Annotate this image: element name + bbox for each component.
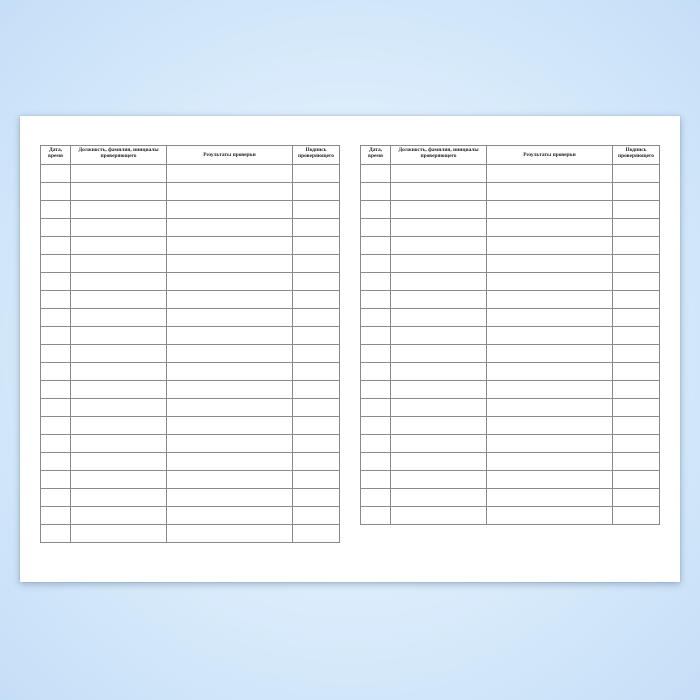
- signature-cell: [293, 525, 340, 543]
- date-cell: [41, 309, 71, 327]
- table-row: [361, 219, 660, 237]
- results-cell: [167, 255, 293, 273]
- table-row: [41, 237, 340, 255]
- signature-cell: [613, 381, 660, 399]
- results-cell: [167, 219, 293, 237]
- column-header-signature: Подпись проверяющего: [293, 146, 340, 165]
- date-cell: [361, 489, 391, 507]
- inspector-cell: [391, 327, 487, 345]
- signature-cell: [613, 219, 660, 237]
- signature-cell: [293, 255, 340, 273]
- column-header-signature: Подпись проверяющего: [613, 146, 660, 165]
- table-row: [361, 363, 660, 381]
- signature-cell: [293, 273, 340, 291]
- signature-cell: [613, 165, 660, 183]
- inspector-cell: [71, 453, 167, 471]
- table-row: [41, 363, 340, 381]
- inspector-cell: [71, 201, 167, 219]
- table-row: [41, 399, 340, 417]
- table-row: [361, 489, 660, 507]
- table-row: [41, 255, 340, 273]
- inspector-cell: [391, 363, 487, 381]
- date-cell: [41, 183, 71, 201]
- date-cell: [361, 291, 391, 309]
- table-row: [361, 399, 660, 417]
- signature-cell: [613, 471, 660, 489]
- signature-cell: [293, 327, 340, 345]
- inspector-cell: [391, 165, 487, 183]
- results-cell: [487, 507, 613, 525]
- inspector-cell: [71, 345, 167, 363]
- signature-cell: [613, 327, 660, 345]
- signature-cell: [293, 381, 340, 399]
- results-cell: [487, 435, 613, 453]
- date-cell: [41, 255, 71, 273]
- results-cell: [167, 507, 293, 525]
- signature-cell: [293, 309, 340, 327]
- results-cell: [487, 237, 613, 255]
- signature-cell: [293, 507, 340, 525]
- signature-cell: [613, 345, 660, 363]
- date-cell: [361, 345, 391, 363]
- date-cell: [41, 219, 71, 237]
- signature-cell: [613, 309, 660, 327]
- table-row: [41, 201, 340, 219]
- table-body: [41, 165, 340, 543]
- signature-cell: [613, 417, 660, 435]
- table-header-row: [361, 146, 660, 165]
- date-cell: [361, 327, 391, 345]
- date-cell: [41, 525, 71, 543]
- inspector-cell: [391, 435, 487, 453]
- results-cell: [167, 525, 293, 543]
- date-cell: [41, 237, 71, 255]
- table-row: [361, 309, 660, 327]
- signature-cell: [613, 201, 660, 219]
- column-header-inspector: Должность, фамилия, инициалы проверяющего: [391, 146, 487, 165]
- right-page: [360, 145, 660, 525]
- table-row: [361, 435, 660, 453]
- inspector-cell: [71, 399, 167, 417]
- date-cell: [41, 435, 71, 453]
- inspector-cell: [391, 381, 487, 399]
- signature-cell: [293, 183, 340, 201]
- inspector-cell: [391, 201, 487, 219]
- inspector-cell: [391, 507, 487, 525]
- results-cell: [487, 453, 613, 471]
- results-cell: [487, 327, 613, 345]
- table-row: [361, 201, 660, 219]
- table-row: [361, 183, 660, 201]
- signature-cell: [613, 273, 660, 291]
- signature-cell: [613, 435, 660, 453]
- date-cell: [41, 273, 71, 291]
- table-row: [41, 471, 340, 489]
- table-row: [361, 291, 660, 309]
- table-row: [41, 183, 340, 201]
- inspector-cell: [71, 471, 167, 489]
- results-cell: [487, 219, 613, 237]
- date-cell: [361, 255, 391, 273]
- table-row: [41, 507, 340, 525]
- results-cell: [167, 273, 293, 291]
- signature-cell: [613, 363, 660, 381]
- signature-cell: [293, 453, 340, 471]
- inspector-cell: [71, 435, 167, 453]
- table-row: [361, 507, 660, 525]
- date-cell: [361, 201, 391, 219]
- signature-cell: [293, 417, 340, 435]
- signature-cell: [293, 363, 340, 381]
- table-row: [361, 417, 660, 435]
- results-cell: [167, 417, 293, 435]
- table-row: [361, 381, 660, 399]
- table-row: [41, 309, 340, 327]
- inspector-cell: [391, 291, 487, 309]
- results-cell: [487, 183, 613, 201]
- column-header-results: Результаты проверки: [167, 146, 293, 165]
- inspector-cell: [71, 417, 167, 435]
- signature-cell: [613, 507, 660, 525]
- signature-cell: [613, 453, 660, 471]
- results-cell: [167, 165, 293, 183]
- results-cell: [167, 327, 293, 345]
- table-row: [41, 327, 340, 345]
- signature-cell: [613, 399, 660, 417]
- date-cell: [41, 417, 71, 435]
- table-row: [41, 453, 340, 471]
- inspector-cell: [71, 489, 167, 507]
- date-cell: [41, 453, 71, 471]
- inspector-cell: [391, 417, 487, 435]
- table-row: [361, 255, 660, 273]
- table-row: [41, 165, 340, 183]
- results-cell: [167, 345, 293, 363]
- date-cell: [41, 345, 71, 363]
- results-cell: [167, 381, 293, 399]
- date-cell: [361, 399, 391, 417]
- results-cell: [167, 183, 293, 201]
- table-row: [361, 165, 660, 183]
- inspector-cell: [391, 471, 487, 489]
- date-cell: [361, 165, 391, 183]
- inspector-cell: [391, 489, 487, 507]
- signature-cell: [613, 291, 660, 309]
- results-cell: [487, 417, 613, 435]
- signature-cell: [293, 435, 340, 453]
- results-cell: [167, 399, 293, 417]
- table-row: [361, 345, 660, 363]
- table-row: [361, 237, 660, 255]
- inspector-cell: [71, 273, 167, 291]
- signature-cell: [293, 237, 340, 255]
- signature-cell: [293, 471, 340, 489]
- results-cell: [487, 309, 613, 327]
- results-cell: [487, 255, 613, 273]
- date-cell: [41, 327, 71, 345]
- results-cell: [487, 363, 613, 381]
- table-header-row: [41, 146, 340, 165]
- results-cell: [167, 453, 293, 471]
- inspector-cell: [391, 273, 487, 291]
- inspector-cell: [71, 183, 167, 201]
- results-cell: [487, 399, 613, 417]
- inspector-cell: [71, 381, 167, 399]
- signature-cell: [293, 219, 340, 237]
- date-cell: [41, 201, 71, 219]
- date-cell: [361, 381, 391, 399]
- date-cell: [41, 363, 71, 381]
- results-cell: [167, 489, 293, 507]
- inspector-cell: [391, 345, 487, 363]
- column-header-date: Дата, время: [41, 146, 71, 165]
- inspector-cell: [391, 309, 487, 327]
- table-row: [41, 345, 340, 363]
- signature-cell: [613, 183, 660, 201]
- table-row: [41, 219, 340, 237]
- signature-cell: [613, 255, 660, 273]
- table-row: [41, 525, 340, 543]
- signature-cell: [613, 489, 660, 507]
- inspector-cell: [391, 237, 487, 255]
- date-cell: [41, 489, 71, 507]
- results-cell: [487, 201, 613, 219]
- date-cell: [41, 291, 71, 309]
- inspection-log-table: [360, 145, 660, 525]
- inspector-cell: [71, 219, 167, 237]
- results-cell: [487, 273, 613, 291]
- column-header-results: Результаты проверки: [487, 146, 613, 165]
- date-cell: [41, 471, 71, 489]
- inspector-cell: [71, 291, 167, 309]
- signature-cell: [293, 399, 340, 417]
- date-cell: [361, 417, 391, 435]
- date-cell: [361, 183, 391, 201]
- results-cell: [487, 471, 613, 489]
- table-row: [41, 273, 340, 291]
- date-cell: [361, 219, 391, 237]
- date-cell: [41, 165, 71, 183]
- inspector-cell: [71, 165, 167, 183]
- date-cell: [361, 273, 391, 291]
- date-cell: [361, 471, 391, 489]
- results-cell: [167, 291, 293, 309]
- date-cell: [361, 309, 391, 327]
- inspector-cell: [71, 363, 167, 381]
- table-row: [361, 471, 660, 489]
- date-cell: [41, 381, 71, 399]
- results-cell: [167, 309, 293, 327]
- results-cell: [487, 381, 613, 399]
- table-row: [41, 489, 340, 507]
- inspector-cell: [391, 183, 487, 201]
- results-cell: [487, 291, 613, 309]
- inspector-cell: [71, 237, 167, 255]
- column-header-date: Дата, время: [361, 146, 391, 165]
- inspector-cell: [391, 453, 487, 471]
- signature-cell: [293, 165, 340, 183]
- inspector-cell: [71, 309, 167, 327]
- signature-cell: [293, 489, 340, 507]
- table-row: [41, 417, 340, 435]
- table-row: [41, 435, 340, 453]
- table-row: [41, 291, 340, 309]
- signature-cell: [293, 345, 340, 363]
- table-body: [361, 165, 660, 525]
- signature-cell: [293, 291, 340, 309]
- results-cell: [487, 345, 613, 363]
- date-cell: [361, 237, 391, 255]
- inspector-cell: [391, 399, 487, 417]
- results-cell: [487, 489, 613, 507]
- table-row: [41, 381, 340, 399]
- inspector-cell: [71, 507, 167, 525]
- inspector-cell: [391, 219, 487, 237]
- results-cell: [167, 237, 293, 255]
- inspector-cell: [71, 255, 167, 273]
- inspector-cell: [71, 525, 167, 543]
- results-cell: [167, 471, 293, 489]
- results-cell: [167, 435, 293, 453]
- date-cell: [361, 507, 391, 525]
- date-cell: [361, 435, 391, 453]
- date-cell: [41, 399, 71, 417]
- results-cell: [167, 363, 293, 381]
- table-row: [361, 453, 660, 471]
- date-cell: [361, 363, 391, 381]
- inspector-cell: [71, 327, 167, 345]
- table-row: [361, 327, 660, 345]
- inspector-cell: [391, 255, 487, 273]
- date-cell: [361, 453, 391, 471]
- inspection-log-table: [40, 145, 340, 543]
- results-cell: [487, 165, 613, 183]
- table-row: [361, 273, 660, 291]
- column-header-inspector: Должность, фамилия, инициалы проверяющего: [71, 146, 167, 165]
- signature-cell: [293, 201, 340, 219]
- left-page: [40, 145, 340, 543]
- date-cell: [41, 507, 71, 525]
- signature-cell: [613, 237, 660, 255]
- results-cell: [167, 201, 293, 219]
